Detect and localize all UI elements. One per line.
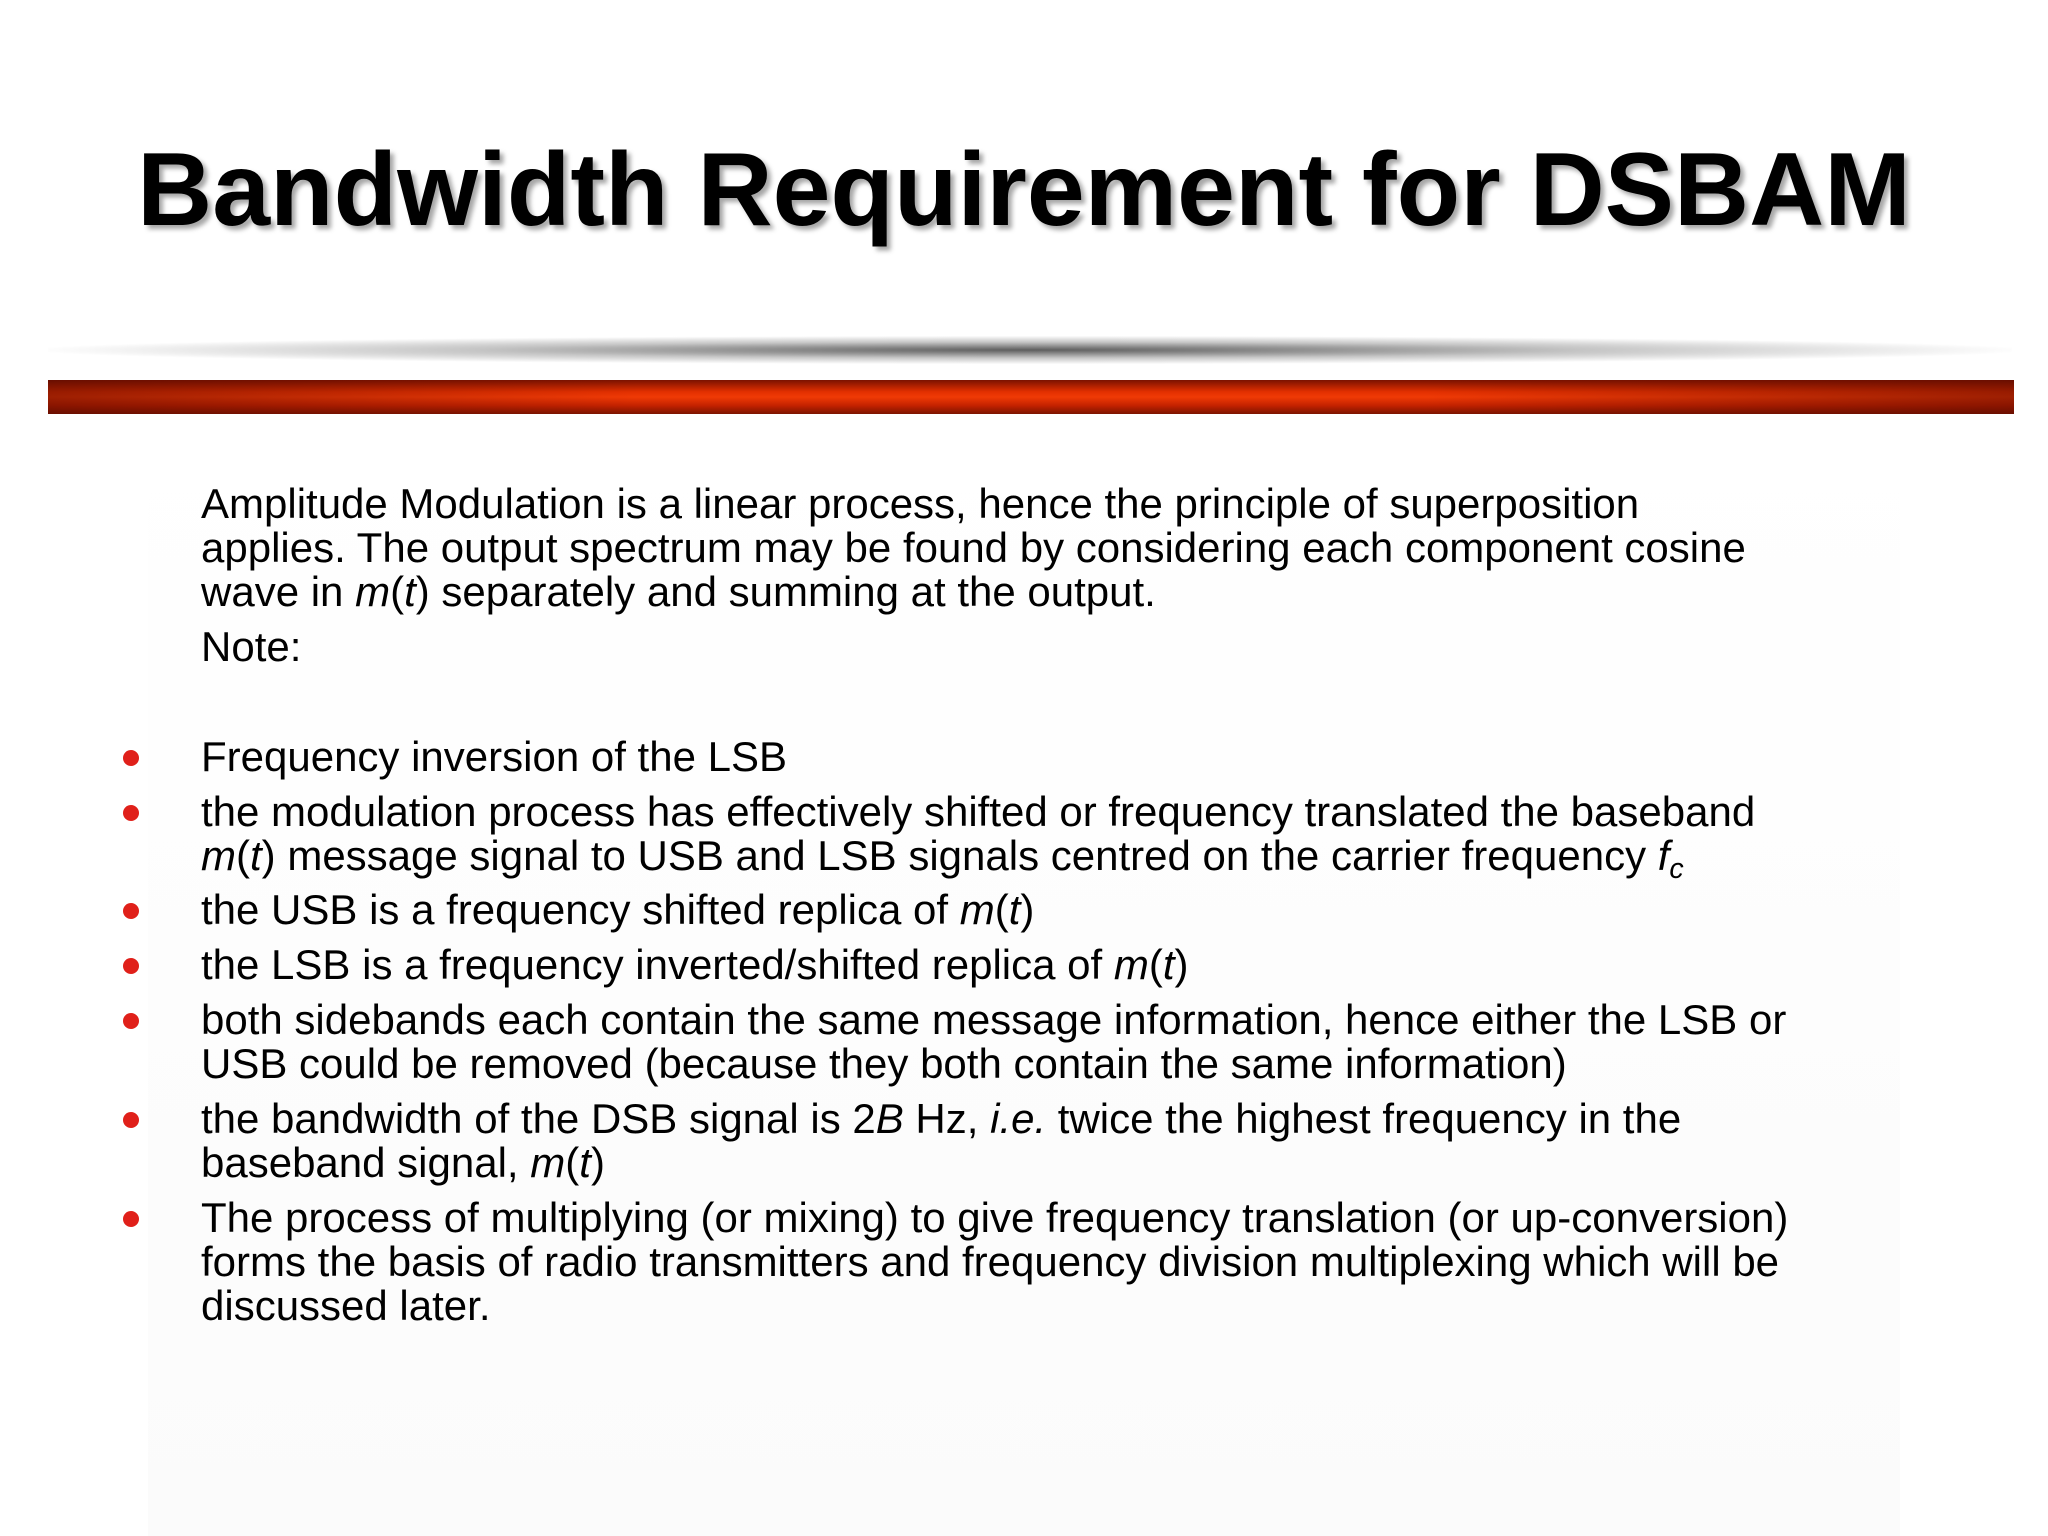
bullet-7-line-2: forms the basis of radio transmitters and frequency division multiplexing which will be xyxy=(201,1238,1780,1285)
bullet-7-line-1: The process of multiplying (or mixing) to give frequency translation (or up-conversion) xyxy=(201,1194,1789,1241)
red-divider-bar xyxy=(48,380,2014,414)
bullet-marker xyxy=(123,1013,139,1029)
bullet-4: the LSB is a frequency inverted/shifted replica of m(t) xyxy=(201,941,1189,988)
intro-line-1: Amplitude Modulation is a linear process, hence the principle of superposition xyxy=(201,480,1640,527)
bullet-1: Frequency inversion of the LSB xyxy=(201,733,787,780)
bullet-3: the USB is a frequency shifted replica of m(t) xyxy=(201,886,1035,933)
slide-title: Bandwidth Requirement for DSBAM xyxy=(137,132,1911,248)
bullet-5-line-2: USB could be removed (because they both contain the same information) xyxy=(201,1040,1567,1087)
note-label: Note: xyxy=(201,623,302,670)
intro-line-2: applies. The output spectrum may be found by considering each component cosine xyxy=(201,524,1746,571)
intro-line-3: wave in m(t) separately and summing at the output. xyxy=(201,568,1156,615)
bullet-marker xyxy=(123,750,139,766)
bullet-6-line-1: the bandwidth of the DSB signal is 2B Hz, i.e. twice the highest frequency in the xyxy=(201,1095,1682,1142)
bullet-5-line-1: both sidebands each contain the same message information, hence either the LSB or xyxy=(201,996,1787,1043)
bullet-2-line-1: the modulation process has effectively shifted or frequency translated the baseband xyxy=(201,788,1756,835)
bullet-marker xyxy=(123,1112,139,1128)
bullet-6-line-2: baseband signal, m(t) xyxy=(201,1139,605,1186)
bullet-2-line-2: m(t) message signal to USB and LSB signals centred on the carrier frequency $f_c$ xyxy=(201,832,1684,885)
bullet-marker xyxy=(123,958,139,974)
bullet-marker xyxy=(123,805,139,821)
bullet-7-line-3: discussed later. xyxy=(201,1282,491,1329)
bullet-marker xyxy=(123,1211,139,1227)
bullet-marker xyxy=(123,903,139,919)
gray-divider xyxy=(48,336,2012,364)
